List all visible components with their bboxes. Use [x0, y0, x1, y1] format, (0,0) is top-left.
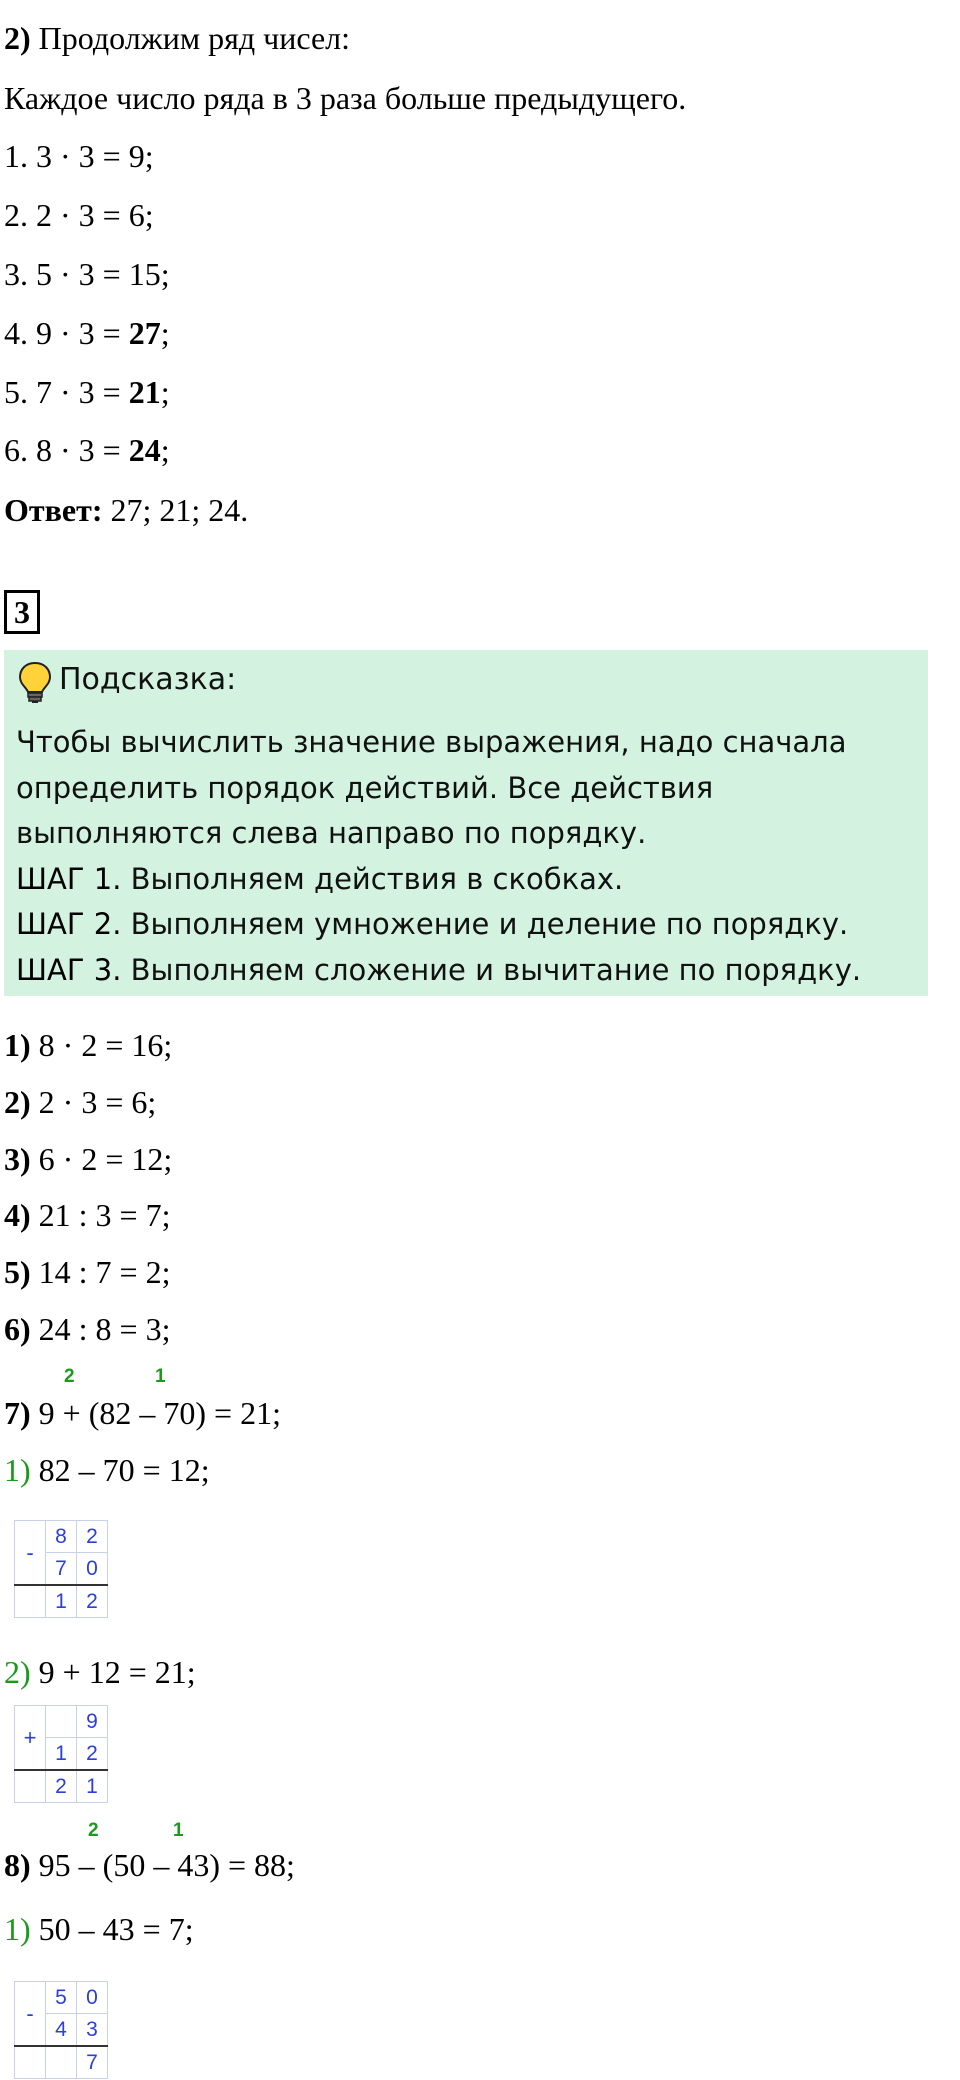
- item-expr: 4. 9 · 3 =: [4, 315, 129, 351]
- item-value: 15: [128, 256, 161, 292]
- item-text: 2 · 3 = 6;: [30, 1084, 157, 1120]
- task3-item8: [4, 1845, 295, 1885]
- hint-title: Подсказка:: [59, 662, 237, 697]
- item-suffix: ;: [144, 138, 154, 174]
- cell: [15, 1585, 46, 1618]
- digit: 0: [77, 1982, 108, 2014]
- digit: 1: [77, 1770, 108, 1803]
- item-suffix: ;: [160, 374, 170, 410]
- item-label: 3): [4, 1141, 31, 1177]
- item-text: 14 : 7 = 2;: [30, 1254, 171, 1290]
- item-expr: 2. 2 · 3 =: [4, 197, 129, 233]
- item-text: 8 · 2 = 16;: [30, 1027, 173, 1063]
- digit: 1: [46, 1585, 77, 1618]
- part2-item: [4, 136, 154, 176]
- task-number-box: 3: [4, 590, 40, 634]
- column-calc-subtraction: [14, 1520, 108, 1618]
- part2-item: [4, 254, 170, 294]
- order-mark: 2: [64, 1366, 75, 1387]
- cell: [15, 2046, 46, 2079]
- item-expr: 5. 7 · 3 =: [4, 374, 129, 410]
- part2-item: [4, 372, 170, 412]
- item-expr: 6. 8 · 3 =: [4, 432, 129, 468]
- digit: 0: [77, 1553, 108, 1586]
- answer-value: 27; 21; 24.: [102, 492, 249, 528]
- lightbulb-icon: [16, 660, 54, 706]
- digit: 8: [46, 1521, 77, 1553]
- item-value: 21: [128, 374, 161, 410]
- item-label: 2): [4, 1084, 31, 1120]
- order-mark: 1: [155, 1366, 166, 1387]
- item-expr: 1. 3 · 3 =: [4, 138, 129, 174]
- digit: 2: [77, 1738, 108, 1771]
- order-mark: 2: [88, 1820, 99, 1841]
- task3-item: [4, 1025, 172, 1065]
- item-label: 1): [4, 1027, 31, 1063]
- digit: 9: [77, 1706, 108, 1738]
- item-value: 9: [128, 138, 145, 174]
- hint-text: Чтобы вычислить значение выражения, надо сначала определить порядок действий. Все действия выполняются слева направо по порядку.: [16, 725, 847, 850]
- step-label: ШАГ 3.: [16, 952, 122, 987]
- step-text: 9 + 12 = 21;: [30, 1654, 196, 1690]
- order-mark: 1: [173, 1820, 184, 1841]
- step-label: 1): [4, 1452, 31, 1488]
- item-text: 6 · 2 = 12;: [30, 1141, 173, 1177]
- item-text: 95 – (50 – 43) = 88;: [30, 1847, 295, 1883]
- cell: [15, 1770, 46, 1803]
- item-value: 24: [128, 432, 161, 468]
- part2-item: [4, 313, 170, 353]
- task3-item: [4, 1195, 170, 1235]
- item7-step1: [4, 1450, 210, 1490]
- part2-item: [4, 430, 170, 470]
- item7-step2: [4, 1652, 196, 1692]
- item-label: 8): [4, 1847, 31, 1883]
- item-suffix: ;: [160, 256, 170, 292]
- part2-title: Продолжим ряд чисел:: [30, 20, 351, 56]
- digit: 2: [77, 1521, 108, 1553]
- step-label: 2): [4, 1654, 31, 1690]
- digit: 5: [46, 1982, 77, 2014]
- item-text: 21 : 3 = 7;: [30, 1197, 171, 1233]
- step-text: Выполняем действия в скобках.: [121, 861, 624, 896]
- step-label: ШАГ 1.: [16, 861, 122, 896]
- digit: 7: [46, 1553, 77, 1586]
- digit: [46, 1706, 77, 1738]
- step-label: 1): [4, 1911, 31, 1947]
- operator: -: [15, 1982, 46, 2047]
- task3-item: [4, 1252, 170, 1292]
- task3-item: [4, 1309, 170, 1349]
- column-calc-subtraction: [14, 1981, 108, 2079]
- digit: 3: [77, 2014, 108, 2047]
- digit: 4: [46, 2014, 77, 2047]
- item-suffix: ;: [144, 197, 154, 233]
- operator: +: [15, 1706, 46, 1771]
- hint-step: [16, 948, 921, 994]
- part2-item: [4, 195, 154, 235]
- step-text: Выполняем сложение и вычитание по порядку.: [121, 952, 862, 987]
- item-label: 4): [4, 1197, 31, 1233]
- item-suffix: ;: [160, 315, 170, 351]
- digit: 2: [46, 1770, 77, 1803]
- step-text: 82 – 70 = 12;: [30, 1452, 210, 1488]
- answer-label: Ответ:: [4, 492, 103, 528]
- step-text: 50 – 43 = 7;: [30, 1911, 194, 1947]
- operator: -: [15, 1521, 46, 1586]
- item-label: 6): [4, 1311, 31, 1347]
- item-label: 7): [4, 1395, 31, 1431]
- part2-heading: [4, 18, 350, 58]
- part2-answer: [4, 490, 248, 530]
- task3-item7: [4, 1393, 281, 1433]
- item-text: 24 : 8 = 3;: [30, 1311, 171, 1347]
- step-text: Выполняем умножение и деление по порядку.: [121, 907, 849, 941]
- step-label: ШАГ 2.: [16, 907, 122, 941]
- item-value: 27: [128, 315, 161, 351]
- digit: 2: [77, 1585, 108, 1618]
- column-calc-addition: [14, 1705, 108, 1803]
- digit: 1: [46, 1738, 77, 1771]
- hint-step: [16, 902, 921, 948]
- item8-step1: [4, 1909, 194, 1949]
- hint-box: [4, 650, 928, 996]
- digit: [46, 2046, 77, 2079]
- item-suffix: ;: [160, 432, 170, 468]
- part2-rule: Каждое число ряда в 3 раза больше предыдущего.: [4, 80, 687, 116]
- item-expr: 3. 5 · 3 =: [4, 256, 129, 292]
- hint-body: [16, 720, 921, 993]
- digit: 7: [77, 2046, 108, 2079]
- part2-label: 2): [4, 20, 31, 56]
- item-text: 9 + (82 – 70) = 21;: [30, 1395, 281, 1431]
- item-value: 6: [128, 197, 145, 233]
- task3-item: [4, 1139, 172, 1179]
- task3-item: [4, 1082, 156, 1122]
- item-label: 5): [4, 1254, 31, 1290]
- hint-step: [16, 857, 921, 903]
